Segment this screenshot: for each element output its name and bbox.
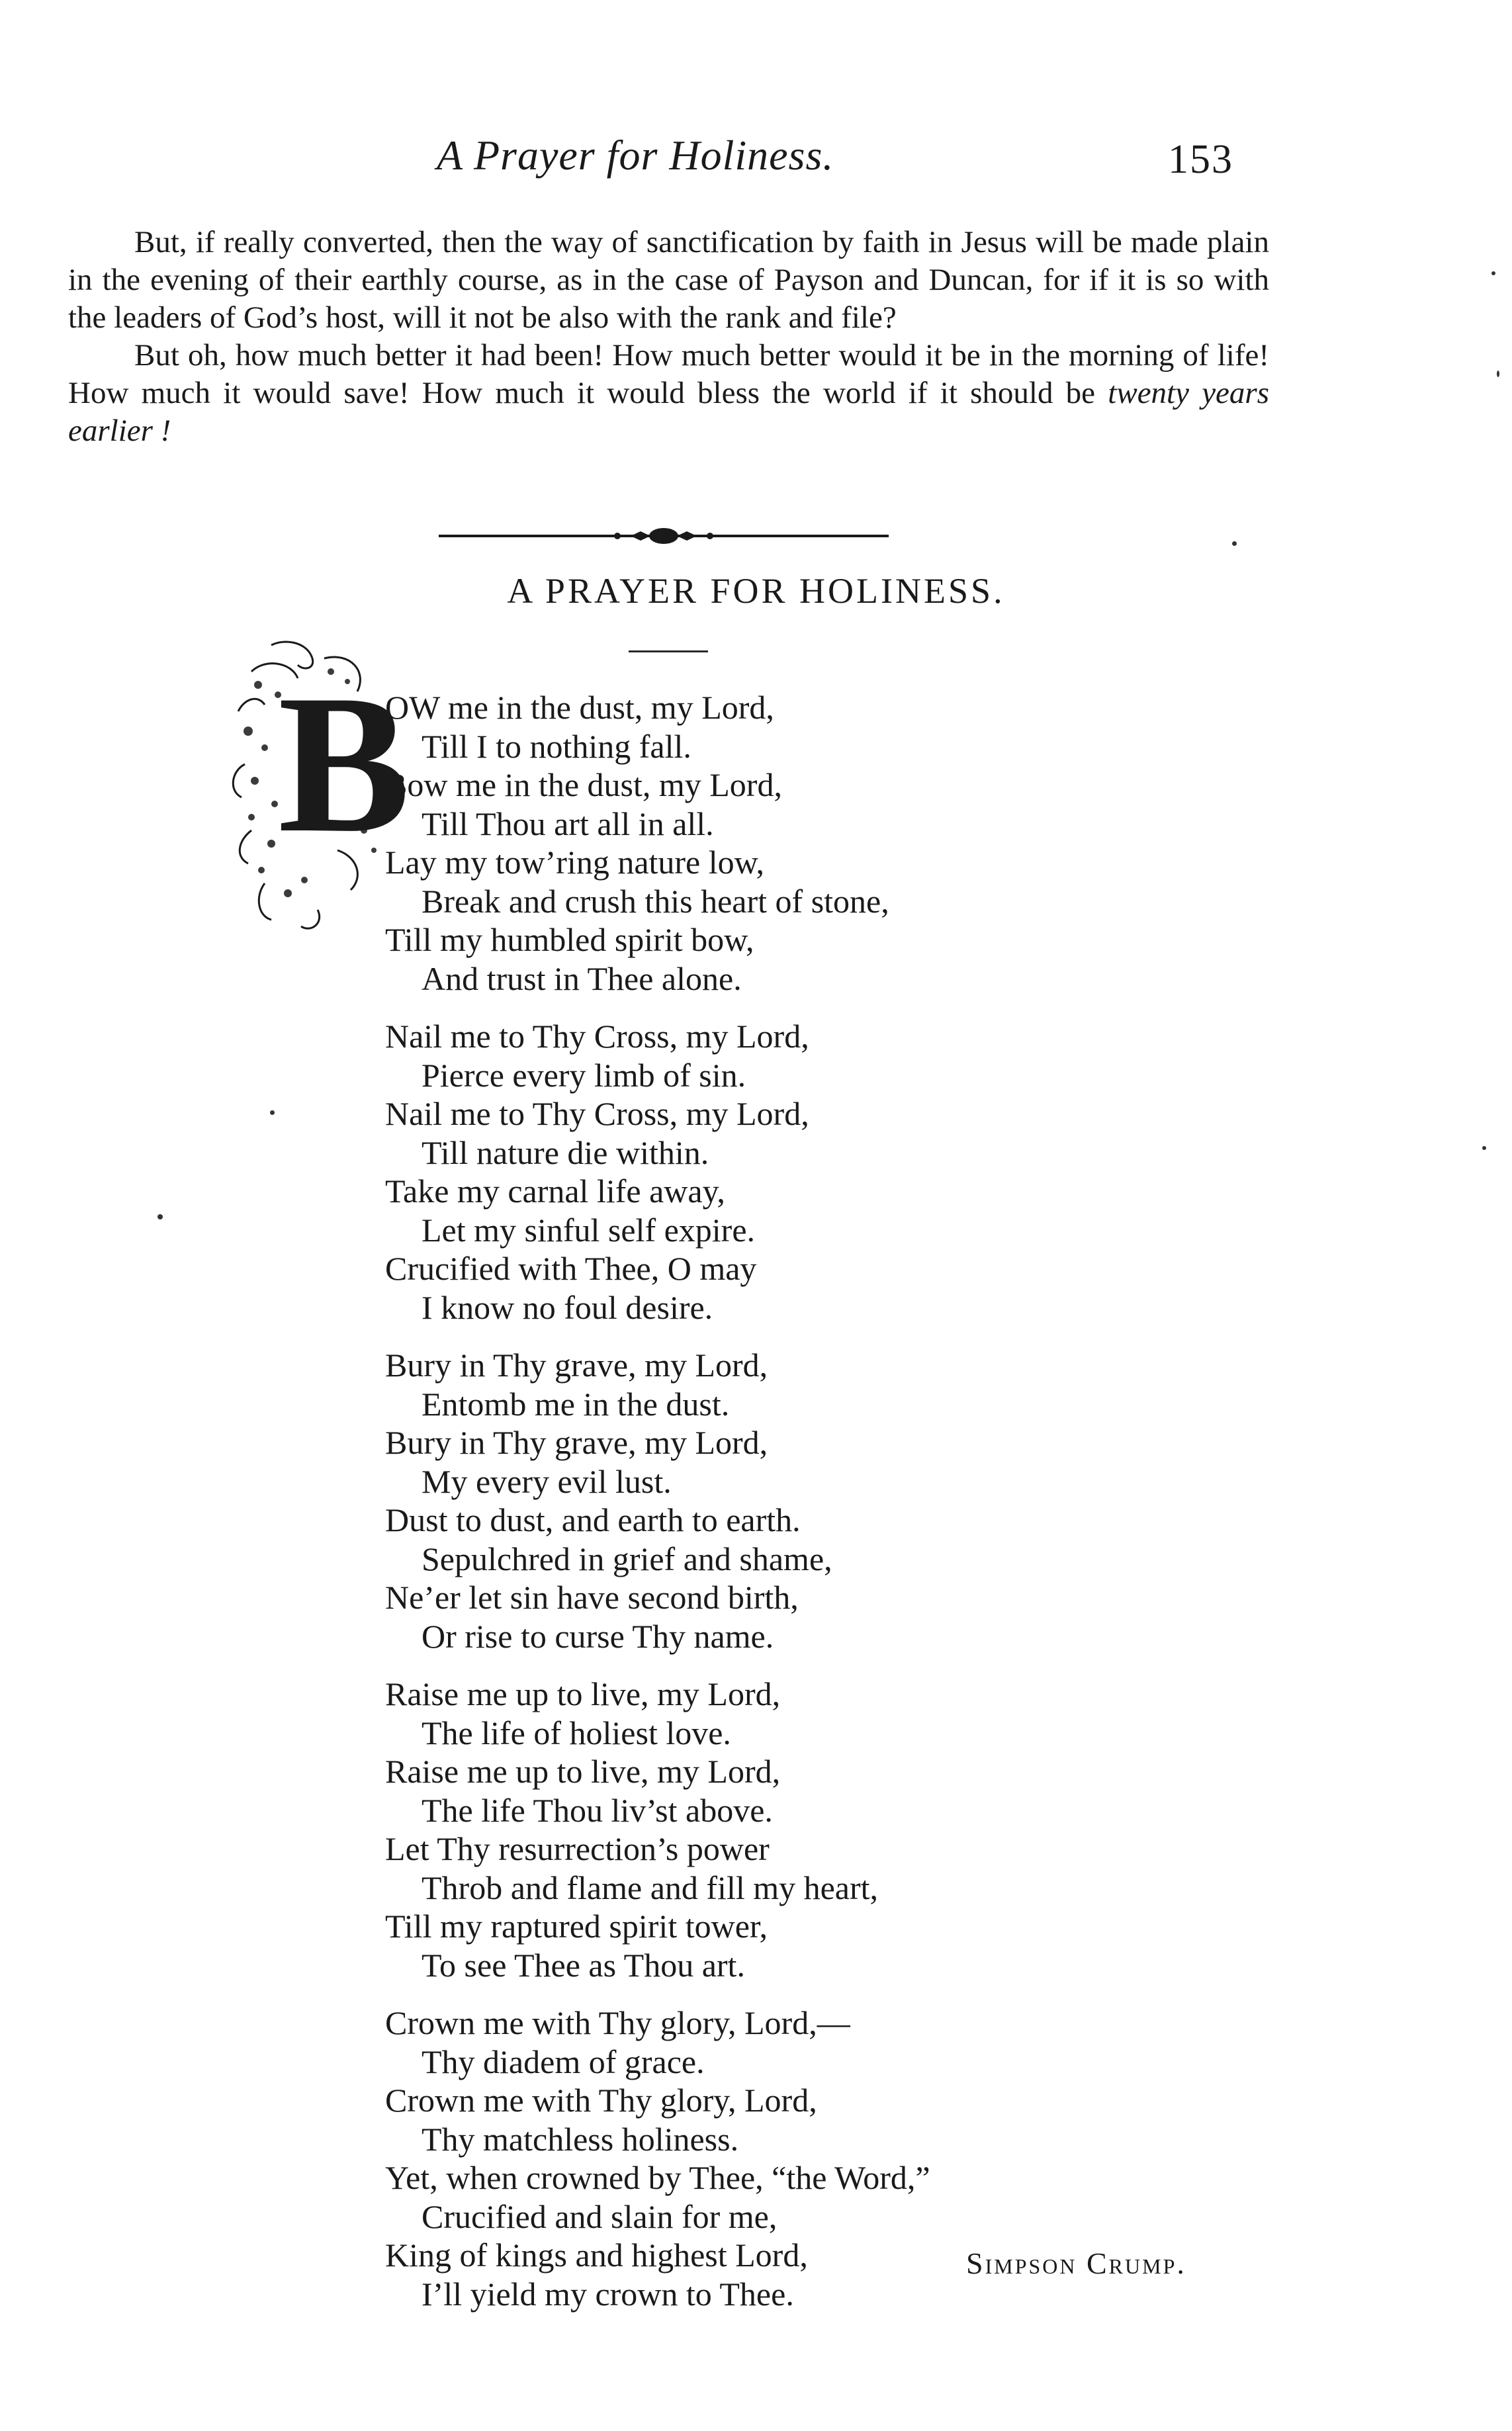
poem-line: Throb and flame and fill my heart, — [422, 1869, 879, 1906]
paragraph-2-emphasis: twenty years earlier ! — [68, 376, 1269, 448]
poem-line: Crucified with Thee, O may — [385, 1250, 757, 1287]
prose-section — [68, 224, 1269, 450]
poem-line: Till Thou art all in all. — [422, 805, 714, 842]
poem-line: Till my humbled spirit bow, — [385, 921, 754, 958]
poem-line: Bow me in the dust, my Lord, — [385, 766, 782, 803]
ornamental-dropcap — [225, 632, 411, 936]
dropcap-letter: B — [278, 654, 411, 873]
poem-line: Till nature die within. — [422, 1133, 709, 1171]
page-number: 153 — [1168, 137, 1233, 182]
poem-line: Crown me with Thy glory, Lord, — [385, 2082, 817, 2119]
poem-line: Raise me up to live, my Lord, — [385, 1753, 781, 1790]
poem-line: Raise me up to live, my Lord, — [385, 1675, 781, 1712]
poem-line: Till my raptured spirit tower, — [385, 1908, 768, 1945]
poem-line: Ne’er let sin have second birth, — [385, 1579, 799, 1616]
poem-line: Thy diadem of grace. — [422, 2043, 705, 2080]
ornamental-rule — [439, 519, 889, 552]
poem-line: Lay my tow’ring nature low, — [385, 844, 764, 881]
stanza-2 — [385, 1017, 930, 1327]
poem-line: Dust to dust, and earth to earth. — [385, 1501, 801, 1538]
poem-line: The life of holiest love. — [422, 1714, 731, 1751]
poem-line: The life Thou liv’st above. — [422, 1791, 773, 1829]
poem-line: I know no foul desire. — [422, 1288, 713, 1326]
poem-line: To see Thee as Thou art. — [422, 1946, 745, 1984]
poem-line: Pierce every limb of sin. — [422, 1056, 746, 1094]
poem-line: I’ll yield my crown to Thee. — [422, 2275, 794, 2313]
poem-title: A PRAYER FOR HOLINESS. — [507, 571, 1005, 611]
poem-line: Till I to nothing fall. — [422, 727, 691, 765]
print-speck — [1491, 271, 1495, 275]
running-title: A Prayer for Holiness. — [437, 132, 834, 179]
poem-line: Thy matchless holiness. — [422, 2120, 739, 2158]
stanza-5 — [385, 2004, 930, 2313]
poem-line: Let my sinful self expire. — [422, 1211, 756, 1249]
stanza-3 — [385, 1346, 930, 1656]
print-speck — [1232, 541, 1237, 546]
print-speck — [157, 1214, 163, 1219]
poem-body — [385, 688, 930, 2332]
title-rule — [629, 650, 708, 652]
poem-line: Bury in Thy grave, my Lord, — [385, 1424, 768, 1461]
print-speck — [1497, 371, 1499, 377]
print-speck — [270, 1110, 275, 1115]
poem-line: Nail me to Thy Cross, my Lord, — [385, 1018, 809, 1055]
poem-line: King of kings and highest Lord, — [385, 2236, 808, 2274]
poem-line: Nail me to Thy Cross, my Lord, — [385, 1095, 809, 1132]
poem-line: And trust in Thee alone. — [422, 959, 742, 997]
poem-line: My every evil lust. — [422, 1462, 672, 1500]
stanza-1 — [385, 688, 930, 998]
poem-line: OW me in the dust, my Lord, — [385, 689, 774, 726]
author-signature: Simpson Crump. — [966, 2246, 1186, 2280]
poem-line: Crucified and slain for me, — [422, 2197, 778, 2235]
poem-line: Sepulchred in grief and shame, — [422, 1540, 832, 1577]
poem-line: Crown me with Thy glory, Lord,— — [385, 2004, 850, 2041]
poem-line: Or rise to curse Thy name. — [422, 1617, 774, 1655]
poem-line: Take my carnal life away, — [385, 1172, 725, 1210]
paragraph-1: But, if really converted, then the way of sanctification by faith in Jesus will be made plain in the evening of their earthly course, as in the case of Payson and Duncan, for if it is so with the leaders of God’s host, will it not be also with the rank and file? — [68, 225, 1269, 335]
poem-line: Bury in Thy grave, my Lord, — [385, 1347, 768, 1384]
poem-line: Entomb me in the dust. — [422, 1385, 730, 1423]
poem-line: Break and crush this heart of stone, — [422, 882, 889, 920]
paragraph-2-text: But oh, how much better it had been! How much better would it be in the morning of life! How much it would save! How much it would bless the world if it should be — [68, 338, 1269, 410]
running-head — [0, 131, 1512, 191]
print-speck — [1482, 1146, 1486, 1150]
poem-line: Let Thy resurrection’s power — [385, 1830, 770, 1867]
poem-line: Yet, when crowned by Thee, “the Word,” — [385, 2159, 930, 2196]
stanza-4 — [385, 1675, 930, 1984]
paragraph-2 — [68, 337, 1269, 450]
